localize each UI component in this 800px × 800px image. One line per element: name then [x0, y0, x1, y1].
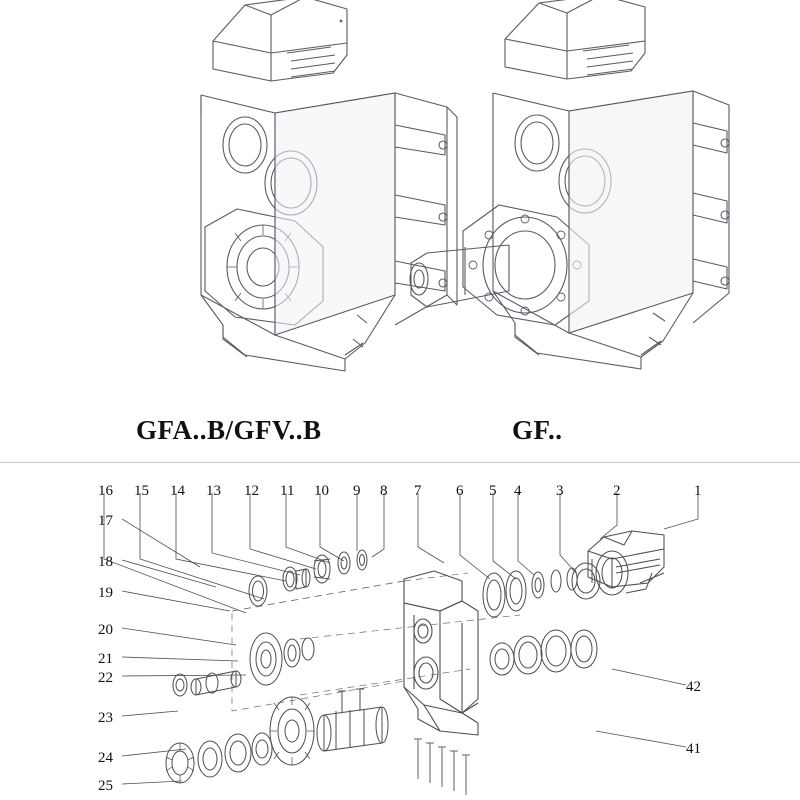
callout-41: 41	[686, 741, 701, 757]
callout-3: 3	[556, 483, 564, 499]
callout-7: 7	[414, 483, 422, 499]
callout-22: 22	[98, 670, 113, 686]
callout-12: 12	[244, 483, 259, 499]
caption-right: GF..	[512, 415, 563, 445]
callout-9: 9	[353, 483, 361, 499]
callout-5: 5	[489, 483, 497, 499]
callout-4: 4	[514, 483, 522, 499]
callout-23: 23	[98, 710, 113, 726]
callout-17: 17	[98, 513, 113, 529]
callout-8: 8	[380, 483, 388, 499]
callout-24: 24	[98, 750, 113, 766]
callout-13: 13	[206, 483, 221, 499]
exploded-view-panel	[0, 463, 800, 800]
callout-2: 2	[613, 483, 621, 499]
caption-left: GFA..B/GFV..B	[136, 415, 322, 445]
callout-1: 1	[694, 483, 702, 499]
callout-21: 21	[98, 651, 113, 667]
callout-10: 10	[314, 483, 329, 499]
callout-25: 25	[98, 778, 113, 794]
callout-18: 18	[98, 554, 113, 570]
callout-14: 14	[170, 483, 185, 499]
exploded-diagram	[0, 463, 800, 800]
callout-19: 19	[98, 585, 113, 601]
callout-15: 15	[134, 483, 149, 499]
callout-42: 42	[686, 679, 701, 695]
callout-16: 16	[98, 483, 113, 499]
callout-20: 20	[98, 622, 113, 638]
callout-11: 11	[280, 483, 295, 499]
callout-6: 6	[456, 483, 464, 499]
gearbox-view-right	[405, 0, 735, 405]
